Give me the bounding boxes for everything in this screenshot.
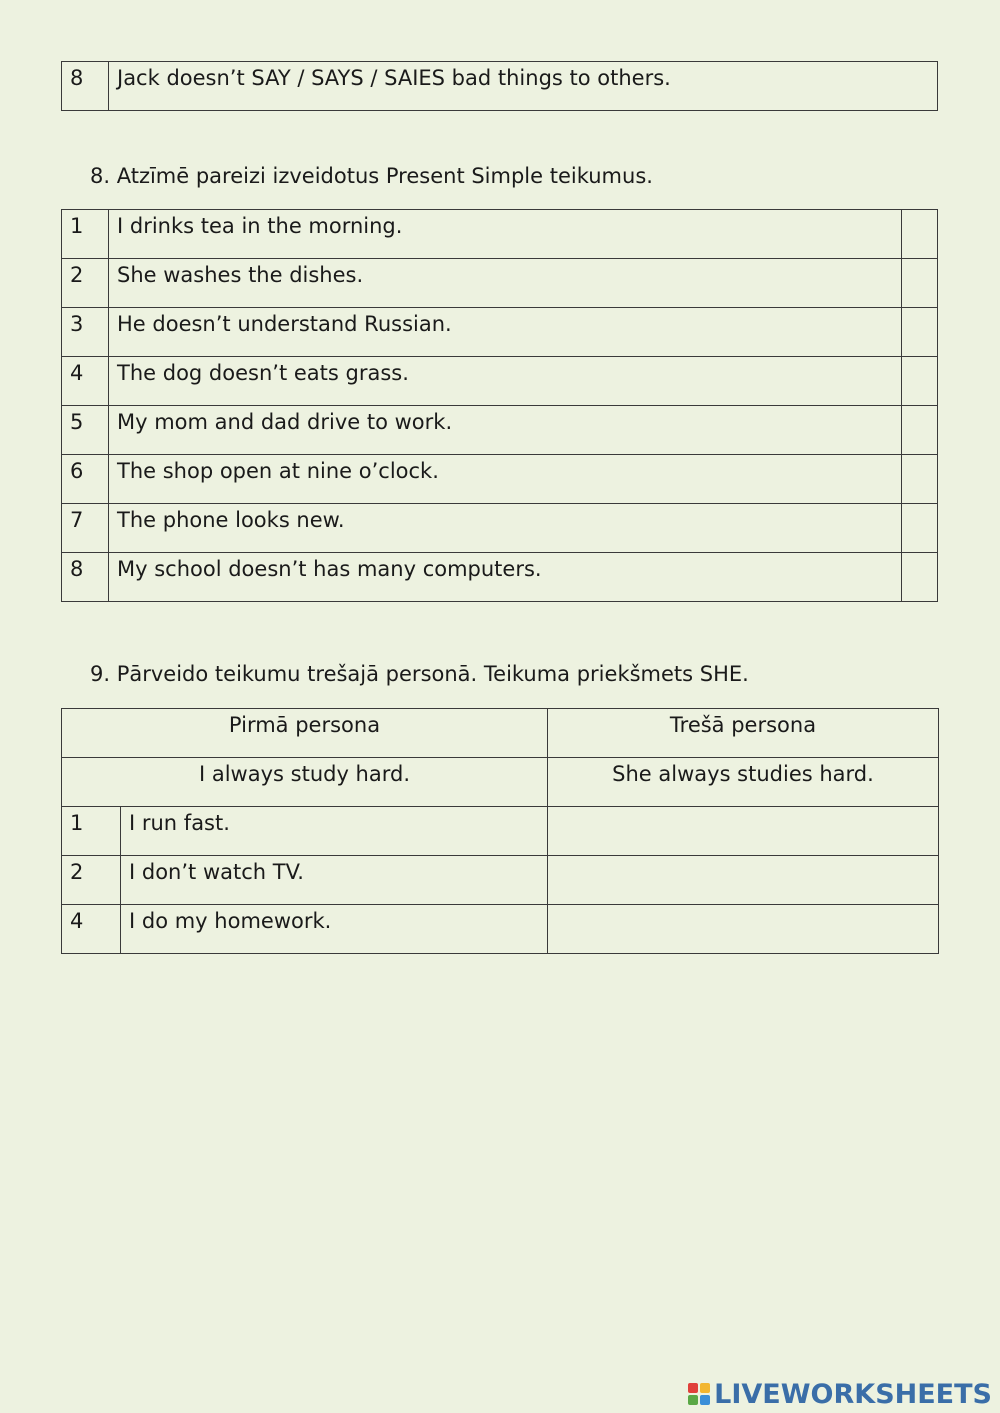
mark-checkbox[interactable]	[902, 553, 938, 602]
row-number: 2	[62, 259, 109, 308]
q8-heading: 8. Atzīmē pareizi izveidotus Present Simple teikumus.	[90, 164, 653, 188]
liveworksheets-logo	[688, 1379, 992, 1409]
example-third-person: She always studies hard.	[548, 758, 939, 807]
row-number: 4	[62, 905, 121, 954]
answer-field[interactable]	[548, 905, 939, 954]
mark-checkbox[interactable]	[902, 357, 938, 406]
row-number: 2	[62, 856, 121, 905]
mark-checkbox[interactable]	[902, 308, 938, 357]
q8-table	[61, 209, 938, 602]
mark-checkbox[interactable]	[902, 259, 938, 308]
table-header-row	[62, 709, 939, 758]
row-text: I drinks tea in the morning.	[109, 210, 902, 259]
q9-heading: 9. Pārveido teikumu trešajā personā. Teikuma priekšmets SHE.	[90, 662, 749, 686]
mark-checkbox[interactable]	[902, 455, 938, 504]
table-row	[62, 406, 938, 455]
row-text: I don’t watch TV.	[121, 856, 548, 905]
row-number: 3	[62, 308, 109, 357]
row-text: My school doesn’t has many computers.	[109, 553, 902, 602]
row-text: Jack doesn’t SAY / SAYS / SAIES bad things to others.	[109, 62, 938, 111]
answer-field[interactable]	[548, 807, 939, 856]
row-number: 1	[62, 807, 121, 856]
top-table	[61, 61, 938, 111]
example-first-person: I always study hard.	[62, 758, 548, 807]
column-header-third-person: Trešā persona	[548, 709, 939, 758]
logo-text: LIVEWORKSHEETS	[714, 1378, 992, 1410]
table-row	[62, 807, 939, 856]
table-row	[62, 504, 938, 553]
row-number: 1	[62, 210, 109, 259]
table-row	[62, 856, 939, 905]
logo-mark-icon	[688, 1383, 710, 1405]
example-row	[62, 758, 939, 807]
row-text: The shop open at nine o’clock.	[109, 455, 902, 504]
column-header-first-person: Pirmā persona	[62, 709, 548, 758]
row-number: 8	[62, 553, 109, 602]
row-number: 5	[62, 406, 109, 455]
table-row	[62, 308, 938, 357]
table-row	[62, 357, 938, 406]
row-text: He doesn’t understand Russian.	[109, 308, 902, 357]
row-text: I do my homework.	[121, 905, 548, 954]
row-text: The dog doesn’t eats grass.	[109, 357, 902, 406]
table-row	[62, 259, 938, 308]
mark-checkbox[interactable]	[902, 504, 938, 553]
answer-field[interactable]	[548, 856, 939, 905]
row-text: The phone looks new.	[109, 504, 902, 553]
row-number: 7	[62, 504, 109, 553]
table-row	[62, 62, 938, 111]
table-row	[62, 905, 939, 954]
table-row	[62, 455, 938, 504]
row-text: I run fast.	[121, 807, 548, 856]
mark-checkbox[interactable]	[902, 406, 938, 455]
row-number: 8	[62, 62, 109, 111]
q9-table	[61, 708, 939, 954]
row-number: 6	[62, 455, 109, 504]
row-text: My mom and dad drive to work.	[109, 406, 902, 455]
mark-checkbox[interactable]	[902, 210, 938, 259]
table-row	[62, 210, 938, 259]
row-text: She washes the dishes.	[109, 259, 902, 308]
table-row	[62, 553, 938, 602]
row-number: 4	[62, 357, 109, 406]
